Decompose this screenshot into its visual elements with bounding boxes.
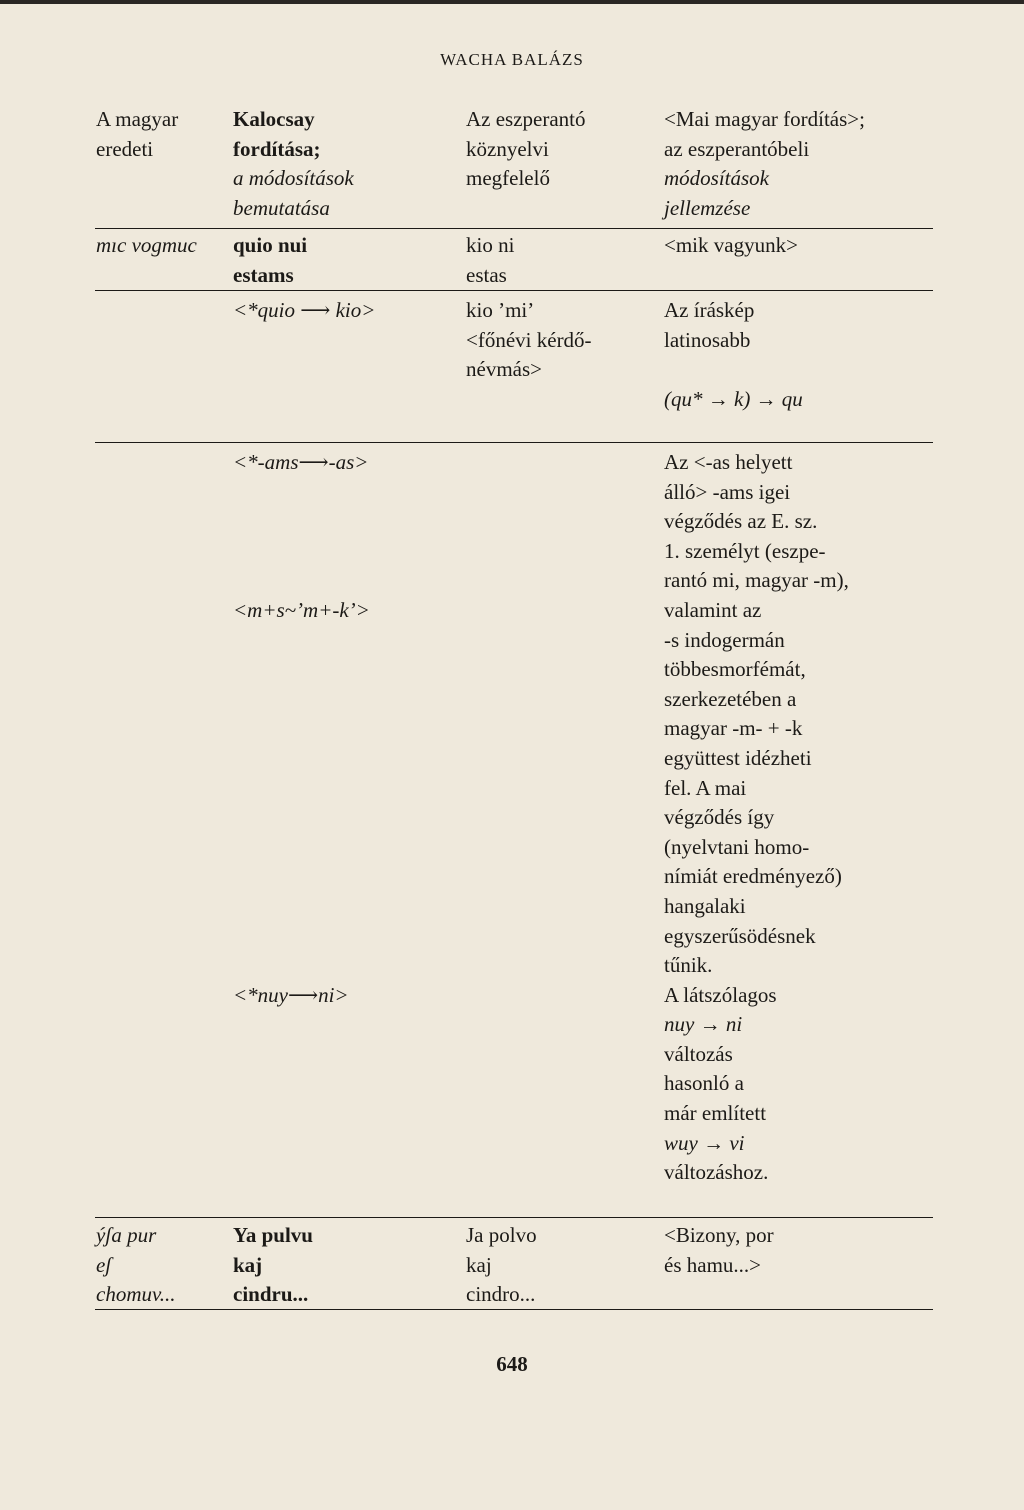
row2-kalocsay — [233, 296, 453, 326]
row3-col4-line: nuy → ni — [664, 1012, 743, 1037]
row3-col4-line: végződés így — [664, 805, 775, 830]
header-col4-line: az eszperantóbeli — [664, 136, 810, 161]
row2-esperanto — [466, 296, 656, 385]
running-head: WACHA BALÁZS — [440, 50, 584, 69]
row3-col4-line: wuy → vi — [664, 1130, 745, 1155]
row-rule — [95, 442, 933, 443]
row1-col3-line: estas — [466, 262, 507, 287]
row2-modern — [664, 296, 954, 414]
row2-col3-line: névmás> — [466, 357, 542, 382]
row4-col3-line: cindro... — [466, 1282, 536, 1307]
row1-col2-line: estams — [233, 262, 294, 287]
row3-col4-line: 1. személyt (eszpe- — [664, 538, 826, 563]
row4-col4-line: és hamu...> — [664, 1252, 761, 1277]
row3-col2-line: <*-ams⟶-as> — [233, 450, 369, 474]
row3-col4-line: A látszólagos — [664, 982, 777, 1007]
row1-col2-line: quio nui — [233, 233, 308, 257]
header-col2-line: a módosítások — [233, 166, 354, 191]
row4-col2-line: Ya pulvu — [233, 1223, 313, 1247]
row1-esperanto — [466, 231, 656, 290]
row1-col4-line: <mik vagyunk> — [664, 233, 798, 257]
row1-original — [96, 231, 224, 261]
row4-col3-line: kaj — [466, 1252, 492, 1277]
header-col1-line: eredeti — [96, 136, 154, 161]
row1-kalocsay — [233, 231, 453, 290]
row2-col4-line: (qu* → k) → qu — [664, 386, 803, 411]
row3-modern — [664, 448, 954, 1188]
header-rule — [95, 228, 933, 229]
row3-col4-line: Az <-as helyett — [664, 450, 793, 474]
row3-col2-line: <m+s~’m+-k’> — [233, 597, 370, 622]
row3-col4-line: rantó mi, magyar -m), — [664, 568, 849, 593]
row4-col2-line: cindru... — [233, 1282, 309, 1307]
row4-col1-line: ýʃa pur — [96, 1223, 157, 1247]
header-col-esperanto — [466, 105, 656, 194]
header-col4-line: módosítások — [664, 166, 769, 191]
header-col2-line: Kalocsay — [233, 107, 315, 131]
row1-col1-line: mıc vogmuc — [96, 233, 197, 257]
row3-col4-line: nímiát eredményező) — [664, 864, 842, 889]
header-col3-line: Az eszperantó — [466, 107, 586, 131]
page-top-edge — [0, 0, 1024, 4]
row4-col1-line: eʃ — [96, 1252, 112, 1277]
header-col1-line: A magyar — [96, 107, 179, 131]
row-rule — [95, 1217, 933, 1218]
header-col-modern — [664, 105, 954, 223]
row3-col4-line: fel. A mai — [664, 775, 747, 800]
row3-col4-line: (nyelvtani homo- — [664, 834, 810, 859]
row3-col4-line: többesmorfémát, — [664, 657, 806, 682]
row3-col4-line: magyar -m- + -k — [664, 716, 803, 741]
row1-modern — [664, 231, 954, 261]
row1-col3-line: kio ni — [466, 233, 515, 257]
row3-col4-line: változás — [664, 1041, 733, 1066]
header-col2-line: fordítása; — [233, 136, 321, 161]
row3-col2-line: <*nuy⟶ni> — [233, 982, 349, 1007]
row3-col4-line: változáshoz. — [664, 1160, 769, 1185]
table-bottom-rule — [95, 1309, 933, 1310]
row3-col4-line: egyszerűsödésnek — [664, 923, 816, 948]
header-col3-line: megfelelő — [466, 166, 550, 191]
row2-col3-line: kio ’mi’ — [466, 298, 535, 322]
row2-col4-line: Az íráskép — [664, 298, 755, 322]
row2-col2-line: <*quio ⟶ kio> — [233, 298, 376, 322]
row3-col4-line: hangalaki — [664, 893, 746, 918]
header-col4-line: <Mai magyar fordítás>; — [664, 107, 865, 131]
row4-esperanto — [466, 1221, 656, 1310]
header-col4-line: jellemzése — [664, 195, 751, 220]
header-col3-line: köznyelvi — [466, 136, 549, 161]
row4-col2-line: kaj — [233, 1252, 263, 1277]
row4-col3-line: Ja polvo — [466, 1223, 537, 1247]
header-col-kalocsay — [233, 105, 453, 223]
row4-col4-line: <Bizony, por — [664, 1223, 774, 1247]
row3-col4-line: álló> -ams igei — [664, 479, 791, 504]
row4-modern — [664, 1221, 954, 1280]
row3-col4-line: hasonló a — [664, 1071, 744, 1096]
header-col2-line: bemutatása — [233, 195, 330, 220]
row3-col4-line: végződés az E. sz. — [664, 509, 818, 534]
row3-kalocsay — [233, 448, 453, 1010]
row3-col4-line: -s indogermán — [664, 627, 785, 652]
row4-kalocsay — [233, 1221, 453, 1310]
row4-col1-line: chomuv... — [96, 1282, 176, 1307]
page-number: 648 — [496, 1352, 528, 1376]
row2-col3-line: <főnévi kérdő- — [466, 327, 592, 352]
row3-col4-line: együttest idézheti — [664, 745, 812, 770]
row3-col4-line: már említett — [664, 1101, 767, 1126]
row3-col4-line: valamint az — [664, 597, 762, 622]
row2-col4-line: latinosabb — [664, 327, 751, 352]
header-col-original — [96, 105, 224, 164]
row4-original — [96, 1221, 224, 1310]
row-rule — [95, 290, 933, 291]
row3-col4-line: tűnik. — [664, 953, 713, 978]
row3-col4-line: szerkezetében a — [664, 686, 797, 711]
